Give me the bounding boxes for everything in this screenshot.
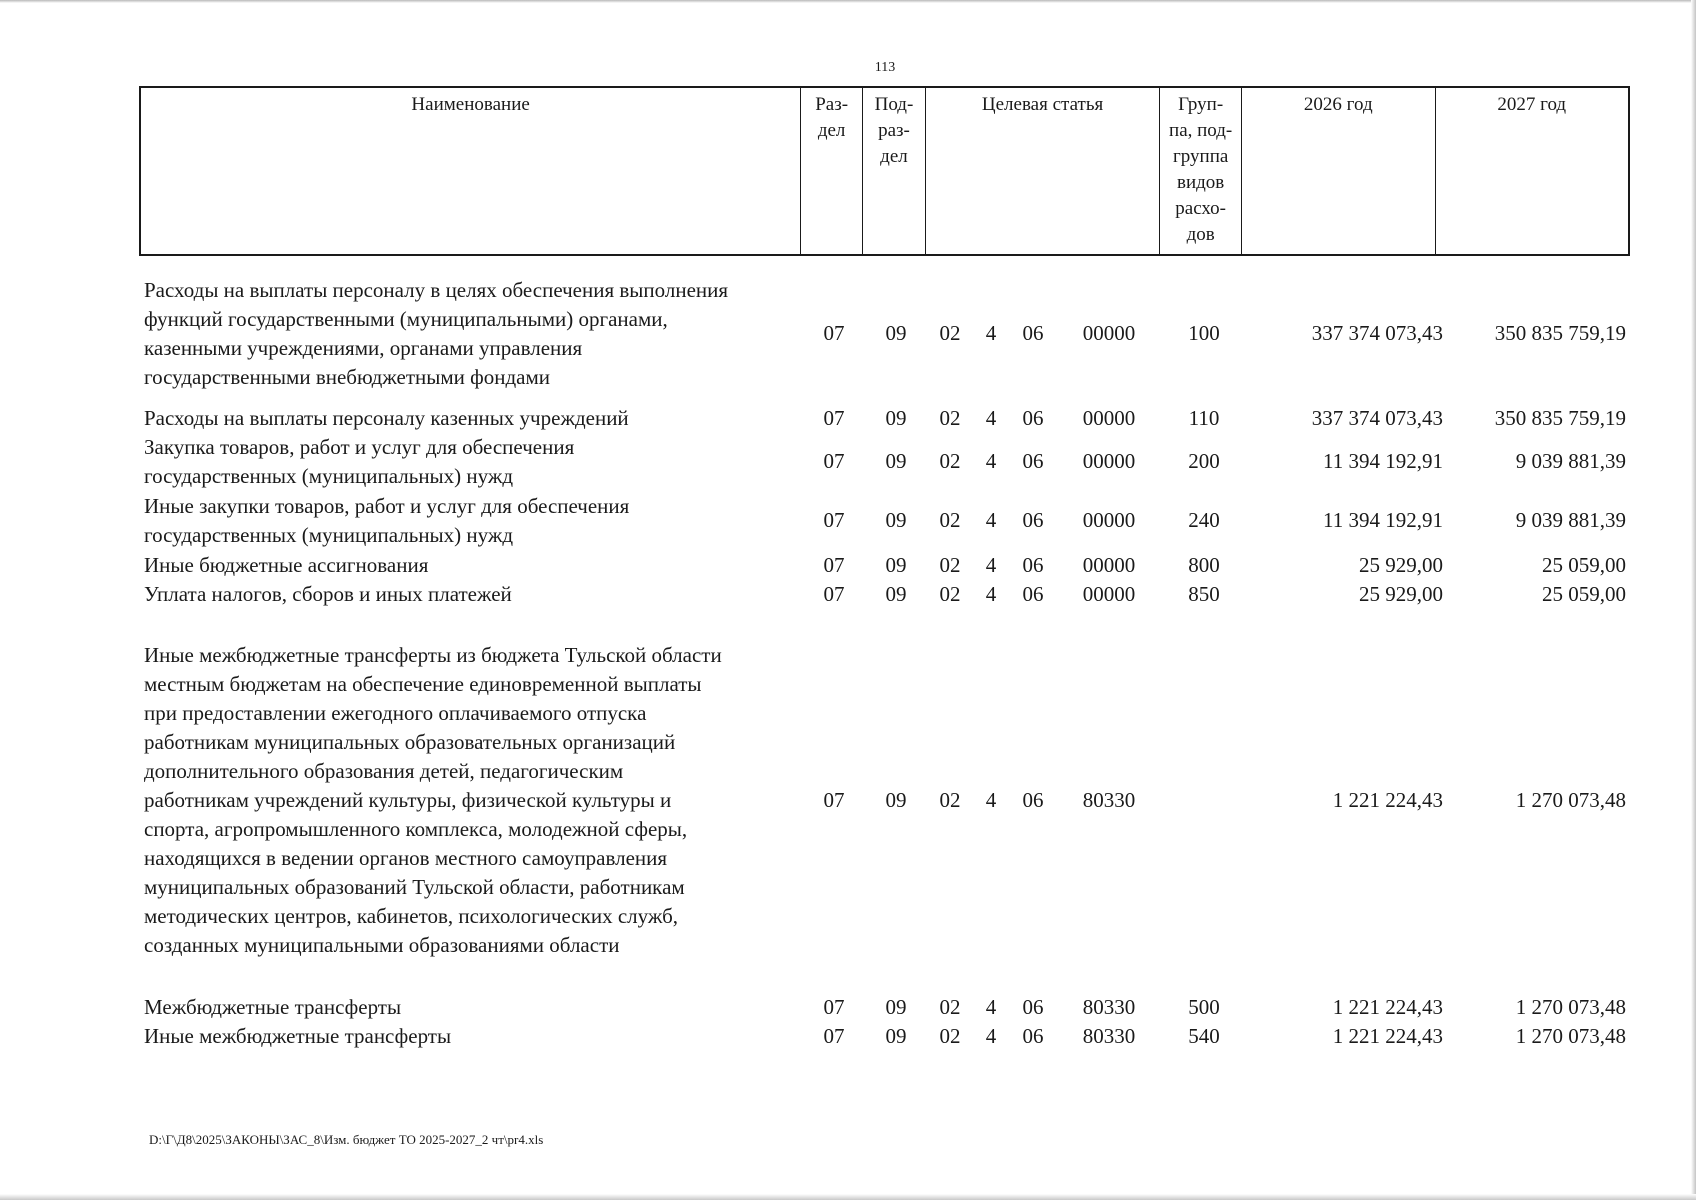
row-value-2026: 25 929,00 bbox=[1359, 582, 1443, 606]
file-path-footer: D:\Г\Д8\2025\ЗАКОНЫ\ЗАС_8\Изм. бюджет ТО 2025-2027_2 чт\pr4.xls bbox=[149, 1132, 544, 1147]
row-target-direction: 80330 bbox=[1082, 995, 1136, 1019]
row-target-direction: 00000 bbox=[1082, 508, 1136, 532]
row-value-2026: 1 221 224,43 bbox=[1332, 788, 1443, 812]
row-target-type: 4 bbox=[985, 582, 997, 606]
row-target-subprogram: 06 bbox=[1022, 995, 1044, 1019]
row-target-type: 4 bbox=[985, 995, 997, 1019]
header-razdel: Раз- дел bbox=[801, 88, 863, 254]
table-row bbox=[139, 993, 1630, 1022]
row-target-program: 02 bbox=[939, 788, 961, 812]
row-podrazdel: 09 bbox=[885, 406, 907, 430]
row-target-subprogram: 06 bbox=[1022, 788, 1044, 812]
row-target-subprogram: 06 bbox=[1022, 553, 1044, 577]
table-row bbox=[139, 551, 1630, 580]
row-expense-group: 200 bbox=[1188, 449, 1220, 473]
row-name: Иные закупки товаров, работ и услуг для обеспечения государственных (муниципальных) нужд bbox=[144, 494, 630, 547]
row-name: Иные межбюджетные трансферты из бюджета Тульской области местным бюджетам на обеспечение единовременной выплаты при предоставлении ежегодного оплачиваемого отпуска работникам муниципальных образовательных организаций дополнительного образования детей, педагогическим работникам учреждений культуры, физической культуры и спорта, агропромышленного комплекса, молодежной сферы, находящихся в ведении органов местного самоуправления муниципальных образований Тульской области, работникам методических центров, кабинетов, психологических служб, созданных муниципальными образованиями области bbox=[144, 643, 722, 957]
page-number: 113 bbox=[874, 60, 896, 75]
row-value-2027: 25 059,00 bbox=[1542, 553, 1626, 577]
row-value-2027: 1 270 073,48 bbox=[1515, 788, 1626, 812]
row-target-direction: 00000 bbox=[1082, 406, 1136, 430]
row-expense-group: 100 bbox=[1188, 321, 1220, 345]
row-target-program: 02 bbox=[939, 321, 961, 345]
row-podrazdel: 09 bbox=[885, 508, 907, 532]
row-podrazdel: 09 bbox=[885, 449, 907, 473]
row-expense-group: 850 bbox=[1188, 582, 1220, 606]
row-target-program: 02 bbox=[939, 995, 961, 1019]
header-year-2026: 2026 год bbox=[1242, 88, 1435, 254]
row-value-2026: 337 374 073,43 bbox=[1311, 321, 1443, 345]
row-target-program: 02 bbox=[939, 406, 961, 430]
row-target-direction: 00000 bbox=[1082, 582, 1136, 606]
row-target-subprogram: 06 bbox=[1022, 508, 1044, 532]
row-value-2026: 11 394 192,91 bbox=[1323, 449, 1443, 473]
row-razdel: 07 bbox=[823, 995, 845, 1019]
row-value-2027: 25 059,00 bbox=[1542, 582, 1626, 606]
table-row bbox=[139, 433, 1630, 491]
row-razdel: 07 bbox=[823, 321, 845, 345]
row-expense-group: 800 bbox=[1188, 553, 1220, 577]
page-edge-right bbox=[1691, 0, 1696, 1200]
row-expense-group: 540 bbox=[1188, 1024, 1220, 1048]
row-target-type: 4 bbox=[985, 788, 997, 812]
row-value-2026: 337 374 073,43 bbox=[1311, 406, 1443, 430]
row-razdel: 07 bbox=[823, 508, 845, 532]
header-expense-group: Груп- па, под- группа видов расхо- дов bbox=[1160, 88, 1242, 254]
row-value-2026: 11 394 192,91 bbox=[1323, 508, 1443, 532]
row-name: Расходы на выплаты персоналу в целях обеспечения выполнения функций государственными (муниципальными) органами, казенными учреждениями, органами управления государственными внебюджетными фондами bbox=[144, 278, 729, 389]
table-row bbox=[139, 580, 1630, 609]
row-razdel: 07 bbox=[823, 553, 845, 577]
row-value-2027: 9 039 881,39 bbox=[1515, 508, 1626, 532]
row-target-direction: 00000 bbox=[1082, 553, 1136, 577]
row-value-2026: 25 929,00 bbox=[1359, 553, 1443, 577]
row-target-program: 02 bbox=[939, 553, 961, 577]
row-target-subprogram: 06 bbox=[1022, 582, 1044, 606]
row-razdel: 07 bbox=[823, 449, 845, 473]
page-edge-bottom bbox=[0, 1194, 1696, 1200]
header-podrazdel: Под- раз- дел bbox=[863, 88, 926, 254]
row-value-2027: 9 039 881,39 bbox=[1515, 449, 1626, 473]
row-podrazdel: 09 bbox=[885, 582, 907, 606]
row-value-2027: 1 270 073,48 bbox=[1515, 995, 1626, 1019]
row-value-2027: 350 835 759,19 bbox=[1494, 321, 1626, 345]
row-value-2027: 1 270 073,48 bbox=[1515, 1024, 1626, 1048]
row-value-2027: 350 835 759,19 bbox=[1494, 406, 1626, 430]
table-row bbox=[139, 641, 1630, 961]
table-row bbox=[139, 492, 1630, 550]
header-target-article: Целевая статья bbox=[926, 88, 1160, 254]
table-row bbox=[139, 1022, 1630, 1051]
row-target-program: 02 bbox=[939, 508, 961, 532]
row-razdel: 07 bbox=[823, 406, 845, 430]
row-razdel: 07 bbox=[823, 1024, 845, 1048]
row-podrazdel: 09 bbox=[885, 1024, 907, 1048]
row-target-direction: 80330 bbox=[1082, 788, 1136, 812]
table-row bbox=[139, 404, 1630, 433]
row-target-subprogram: 06 bbox=[1022, 449, 1044, 473]
page-edge-top bbox=[0, 0, 1696, 3]
row-name: Уплата налогов, сборов и иных платежей bbox=[144, 582, 512, 606]
row-target-type: 4 bbox=[985, 449, 997, 473]
row-value-2026: 1 221 224,43 bbox=[1332, 995, 1443, 1019]
table-header bbox=[139, 86, 1630, 256]
row-expense-group: 500 bbox=[1188, 995, 1220, 1019]
row-name: Расходы на выплаты персоналу казенных учреждений bbox=[144, 406, 629, 430]
row-podrazdel: 09 bbox=[885, 321, 907, 345]
row-target-type: 4 bbox=[985, 406, 997, 430]
row-target-program: 02 bbox=[939, 1024, 961, 1048]
row-razdel: 07 bbox=[823, 788, 845, 812]
row-value-2026: 1 221 224,43 bbox=[1332, 1024, 1443, 1048]
row-name: Иные межбюджетные трансферты bbox=[144, 1024, 452, 1048]
row-target-subprogram: 06 bbox=[1022, 406, 1044, 430]
row-target-direction: 80330 bbox=[1082, 1024, 1136, 1048]
row-target-direction: 00000 bbox=[1082, 321, 1136, 345]
row-target-type: 4 bbox=[985, 508, 997, 532]
row-target-type: 4 bbox=[985, 553, 997, 577]
row-target-type: 4 bbox=[985, 321, 997, 345]
header-year-2027: 2027 год bbox=[1497, 94, 1567, 115]
row-name: Межбюджетные трансферты bbox=[144, 995, 402, 1019]
row-podrazdel: 09 bbox=[885, 553, 907, 577]
row-target-type: 4 bbox=[985, 1024, 997, 1048]
row-target-direction: 00000 bbox=[1082, 449, 1136, 473]
row-name: Иные бюджетные ассигнования bbox=[144, 553, 429, 577]
row-razdel: 07 bbox=[823, 582, 845, 606]
row-podrazdel: 09 bbox=[885, 995, 907, 1019]
row-expense-group: 110 bbox=[1188, 406, 1220, 430]
row-target-program: 02 bbox=[939, 582, 961, 606]
row-target-program: 02 bbox=[939, 449, 961, 473]
table-row bbox=[139, 276, 1630, 392]
row-name: Закупка товаров, работ и услуг для обеспечения государственных (муниципальных) нужд bbox=[144, 435, 575, 488]
row-expense-group: 240 bbox=[1188, 508, 1220, 532]
row-target-subprogram: 06 bbox=[1022, 321, 1044, 345]
row-podrazdel: 09 bbox=[885, 788, 907, 812]
row-target-subprogram: 06 bbox=[1022, 1024, 1044, 1048]
header-name: Наименование bbox=[141, 88, 801, 254]
